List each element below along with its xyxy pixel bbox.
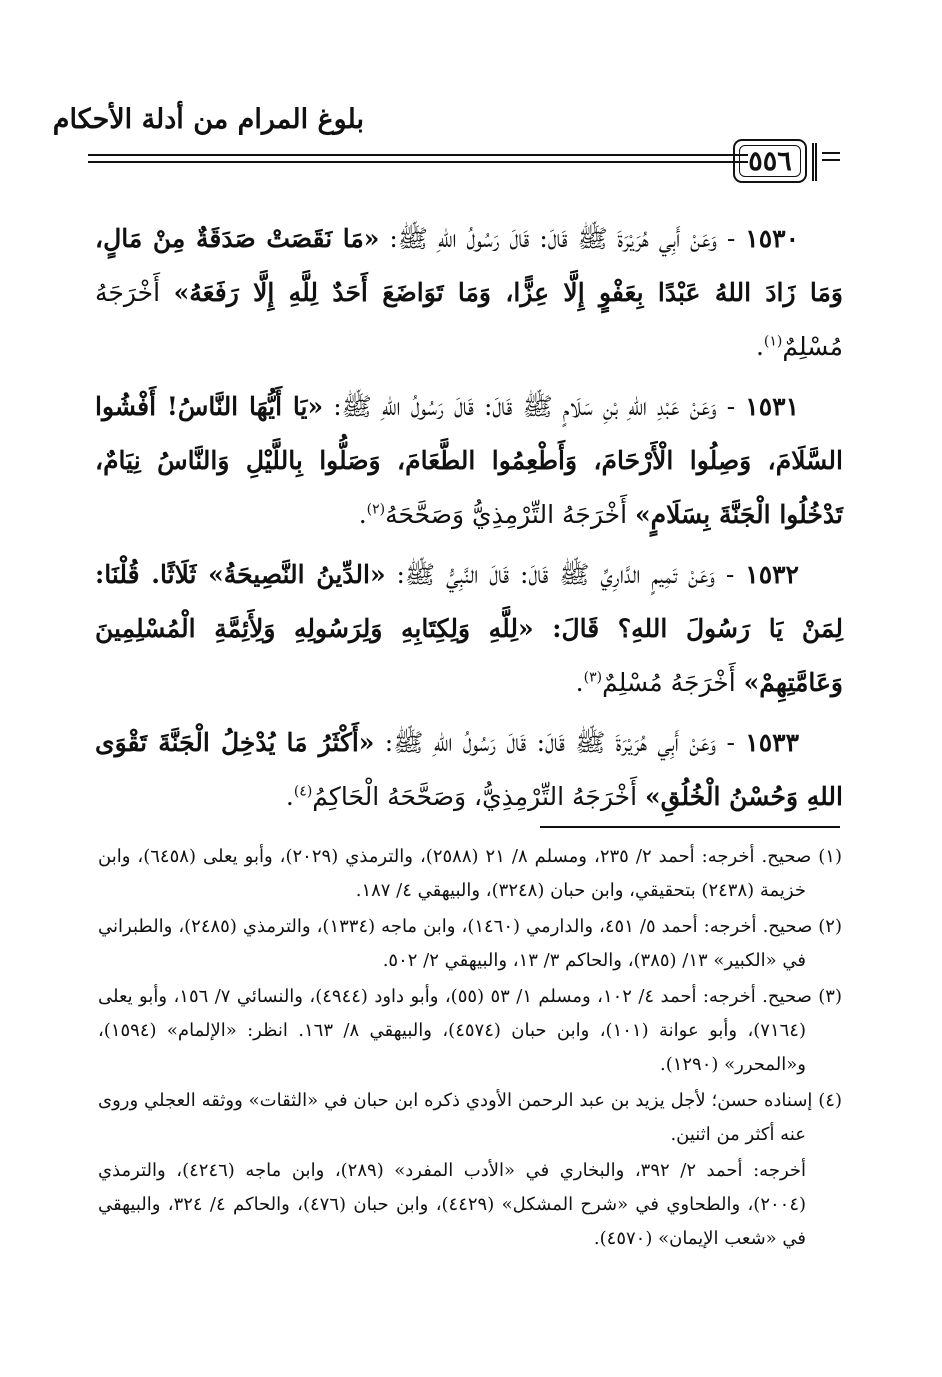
hadith-matn: «مَا نَقَصَتْ صَدَقَةٌ مِنْ مَالٍ، وَمَا زَادَ اللهُ عَبْدًا بِعَفْوٍ إِلَّا عِزًّا، وَمَا تَوَاضَعَ أَحَدٌ لِلَّهِ إِلَّا رَفَعَهُ» — [95, 224, 843, 307]
header-rule-line — [88, 161, 748, 163]
hadith-isnad: - وَعَنْ أَبِي هُرَيْرَةَ ﷺ قَالَ: قَالَ رَسُولُ اللهِ ﷺ: — [374, 728, 746, 757]
hadith-matn: «الدِّينُ النَّصِيحَةُ» ثَلَاثًا. قُلْنَا: لِمَنْ يَا رَسُولَ اللهِ؟ قَالَ: «لِلَّهِ وَلِكِتَابِهِ وَلِرَسُولِهِ وَلِأَئِمَّةِ الْمُسْلِمِينَ وَعَامَّتِهِمْ» — [95, 560, 843, 697]
hadith-1530 — [95, 212, 843, 374]
hadith-1531 — [95, 380, 843, 542]
footnote-text: صحيح. أخرجه: أحمد ٢/ ٢٣٥، ومسلم ٨/ ٢١ (٢٥٨٨)، والترمذي (٢٠٢٩)، وأبو يعلى (٦٤٥٨)، وابن خزيمة (٢٤٣٨) بتحقيقي، وابن حبان (٣٢٤٨)، والبيهقي ٤/ ١٨٧. — [98, 846, 819, 901]
hadith-number: ١٥٣١ — [745, 392, 799, 421]
hadith-end: . — [575, 668, 584, 697]
header-ornament-equals — [822, 151, 840, 163]
header-rule — [88, 152, 748, 168]
running-title: بلوغ المرام من أدلة الأحكام — [52, 104, 364, 135]
page-number — [733, 139, 807, 183]
header-rule-line — [88, 154, 748, 156]
footnote-2 — [98, 910, 842, 978]
hadith-takhrij: أَخْرَجَهُ التِّرْمِذِيُّ وَصَحَّحَهُ — [385, 500, 635, 529]
hadith-isnad: - وَعَنْ أَبِي هُرَيْرَةَ ﷺ قَالَ: قَالَ رَسُولُ اللهِ ﷺ: — [379, 224, 746, 253]
hadith-takhrij: أَخْرَجَهُ مُسْلِمٌ — [95, 278, 843, 361]
hadith-end: . — [285, 782, 294, 811]
hadith-isnad: - وَعَنْ تَمِيمٍ الدَّارِيِّ ﷺ قَالَ: قَالَ النَّبِيُّ ﷺ: — [385, 560, 746, 589]
footnote-label: (١) — [818, 846, 842, 867]
hadith-isnad: - وَعَنْ عَبْدِ اللهِ بْنِ سَلَامٍ ﷺ قَالَ: قَالَ رَسُولُ اللهِ ﷺ: — [323, 392, 746, 421]
footnote-text: إسناده حسن؛ لأجل يزيد بن عبد الرحمن الأودي ذكره ابن حبان في «الثقات» ووثقه العجلي وروى عنه أكثر من اثنين. — [98, 1090, 819, 1145]
footnote-separator — [540, 826, 840, 828]
hadith-number: ١٥٣٣ — [745, 728, 799, 757]
footnote-ref[interactable]: (١) — [763, 333, 783, 350]
footnote-label: (٤) — [818, 1090, 842, 1111]
footnote-4-continuation: أخرجه: أحمد ٢/ ٣٩٢، والبخاري في «الأدب المفرد» (٢٨٩)، وابن ماجه (٤٢٤٦)، والترمذي (٢٠٠٤)، والطحاوي في «شرح المشكل» (٤٤٢٩)، وابن حبان (٤٧٦)، والحاكم ٤/ ٣٢٤، والبيهقي في «شعب الإيمان» (٤٥٧٠). — [98, 1160, 807, 1249]
header-ornament-bar — [812, 143, 817, 181]
hadith-number: ١٥٣٢ — [745, 560, 799, 589]
hadith-list — [95, 212, 843, 830]
footnote-ref[interactable]: (٤) — [293, 783, 313, 800]
hadith-number: ١٥٣٠ — [745, 224, 799, 253]
footnote-1 — [98, 840, 842, 908]
hadith-takhrij: أَخْرَجَهُ مُسْلِمٌ — [602, 668, 744, 697]
footnote-4 — [98, 1084, 842, 1152]
hadith-takhrij: أَخْرَجَهُ التِّرْمِذِيُّ، وَصَحَّحَهُ الْحَاكِمُ — [312, 782, 646, 811]
hadith-1532 — [95, 548, 843, 710]
hadith-matn: «يَا أَيُّهَا النَّاسُ! أَفْشُوا السَّلَامَ، وَصِلُوا الْأَرْحَامَ، وَأَطْعِمُوا الطَّعَامَ، وَصَلُّوا بِاللَّيْلِ وَالنَّاسُ نِيَامٌ، تَدْخُلُوا الْجَنَّةَ بِسَلَامٍ» — [95, 392, 843, 529]
hadith-matn: «أَكْثَرُ مَا يُدْخِلُ الْجَنَّةَ تَقْوَى اللهِ وَحُسْنُ الْخُلُقِ» — [95, 728, 843, 811]
footnote-label: (٢) — [818, 916, 842, 937]
hadith-end: . — [755, 332, 764, 361]
footnote-ref[interactable]: (٢) — [366, 501, 386, 518]
footnote-text: صحيح. أخرجه: أحمد ٥/ ٤٥١، والدارمي (١٤٦٠)، وابن ماجه (١٣٣٤)، والترمذي (٢٤٨٥)، والطبراني في «الكبير» ١٣/ (٣٨٥)، والحاكم ٣/ ١٣، والبيهقي ٢/ ٥٠٢. — [98, 916, 819, 971]
hadith-1533 — [95, 716, 843, 824]
footnote-ref[interactable]: (٣) — [583, 669, 603, 686]
hadith-end: . — [358, 500, 367, 529]
page-number-text: ٥٥٦ — [748, 145, 792, 177]
footnote-3 — [98, 980, 842, 1082]
footnote-text: صحيح. أخرجه: أحمد ٤/ ١٠٢، ومسلم ١/ ٥٣ (٥٥)، وأبو داود (٤٩٤٤)، والنسائي ٧/ ١٥٦، وأبو يعلى (٧١٦٤)، وأبو عوانة (١٠١)، وابن حبان (٤٥٧٤)، والبيهقي ٨/ ١٦٣. انظر: «الإلمام» (١٥٩٤)، و«المحرر» (١٢٩٠). — [98, 986, 819, 1075]
footnotes — [98, 840, 842, 1258]
footnote-label: (٣) — [818, 986, 842, 1007]
